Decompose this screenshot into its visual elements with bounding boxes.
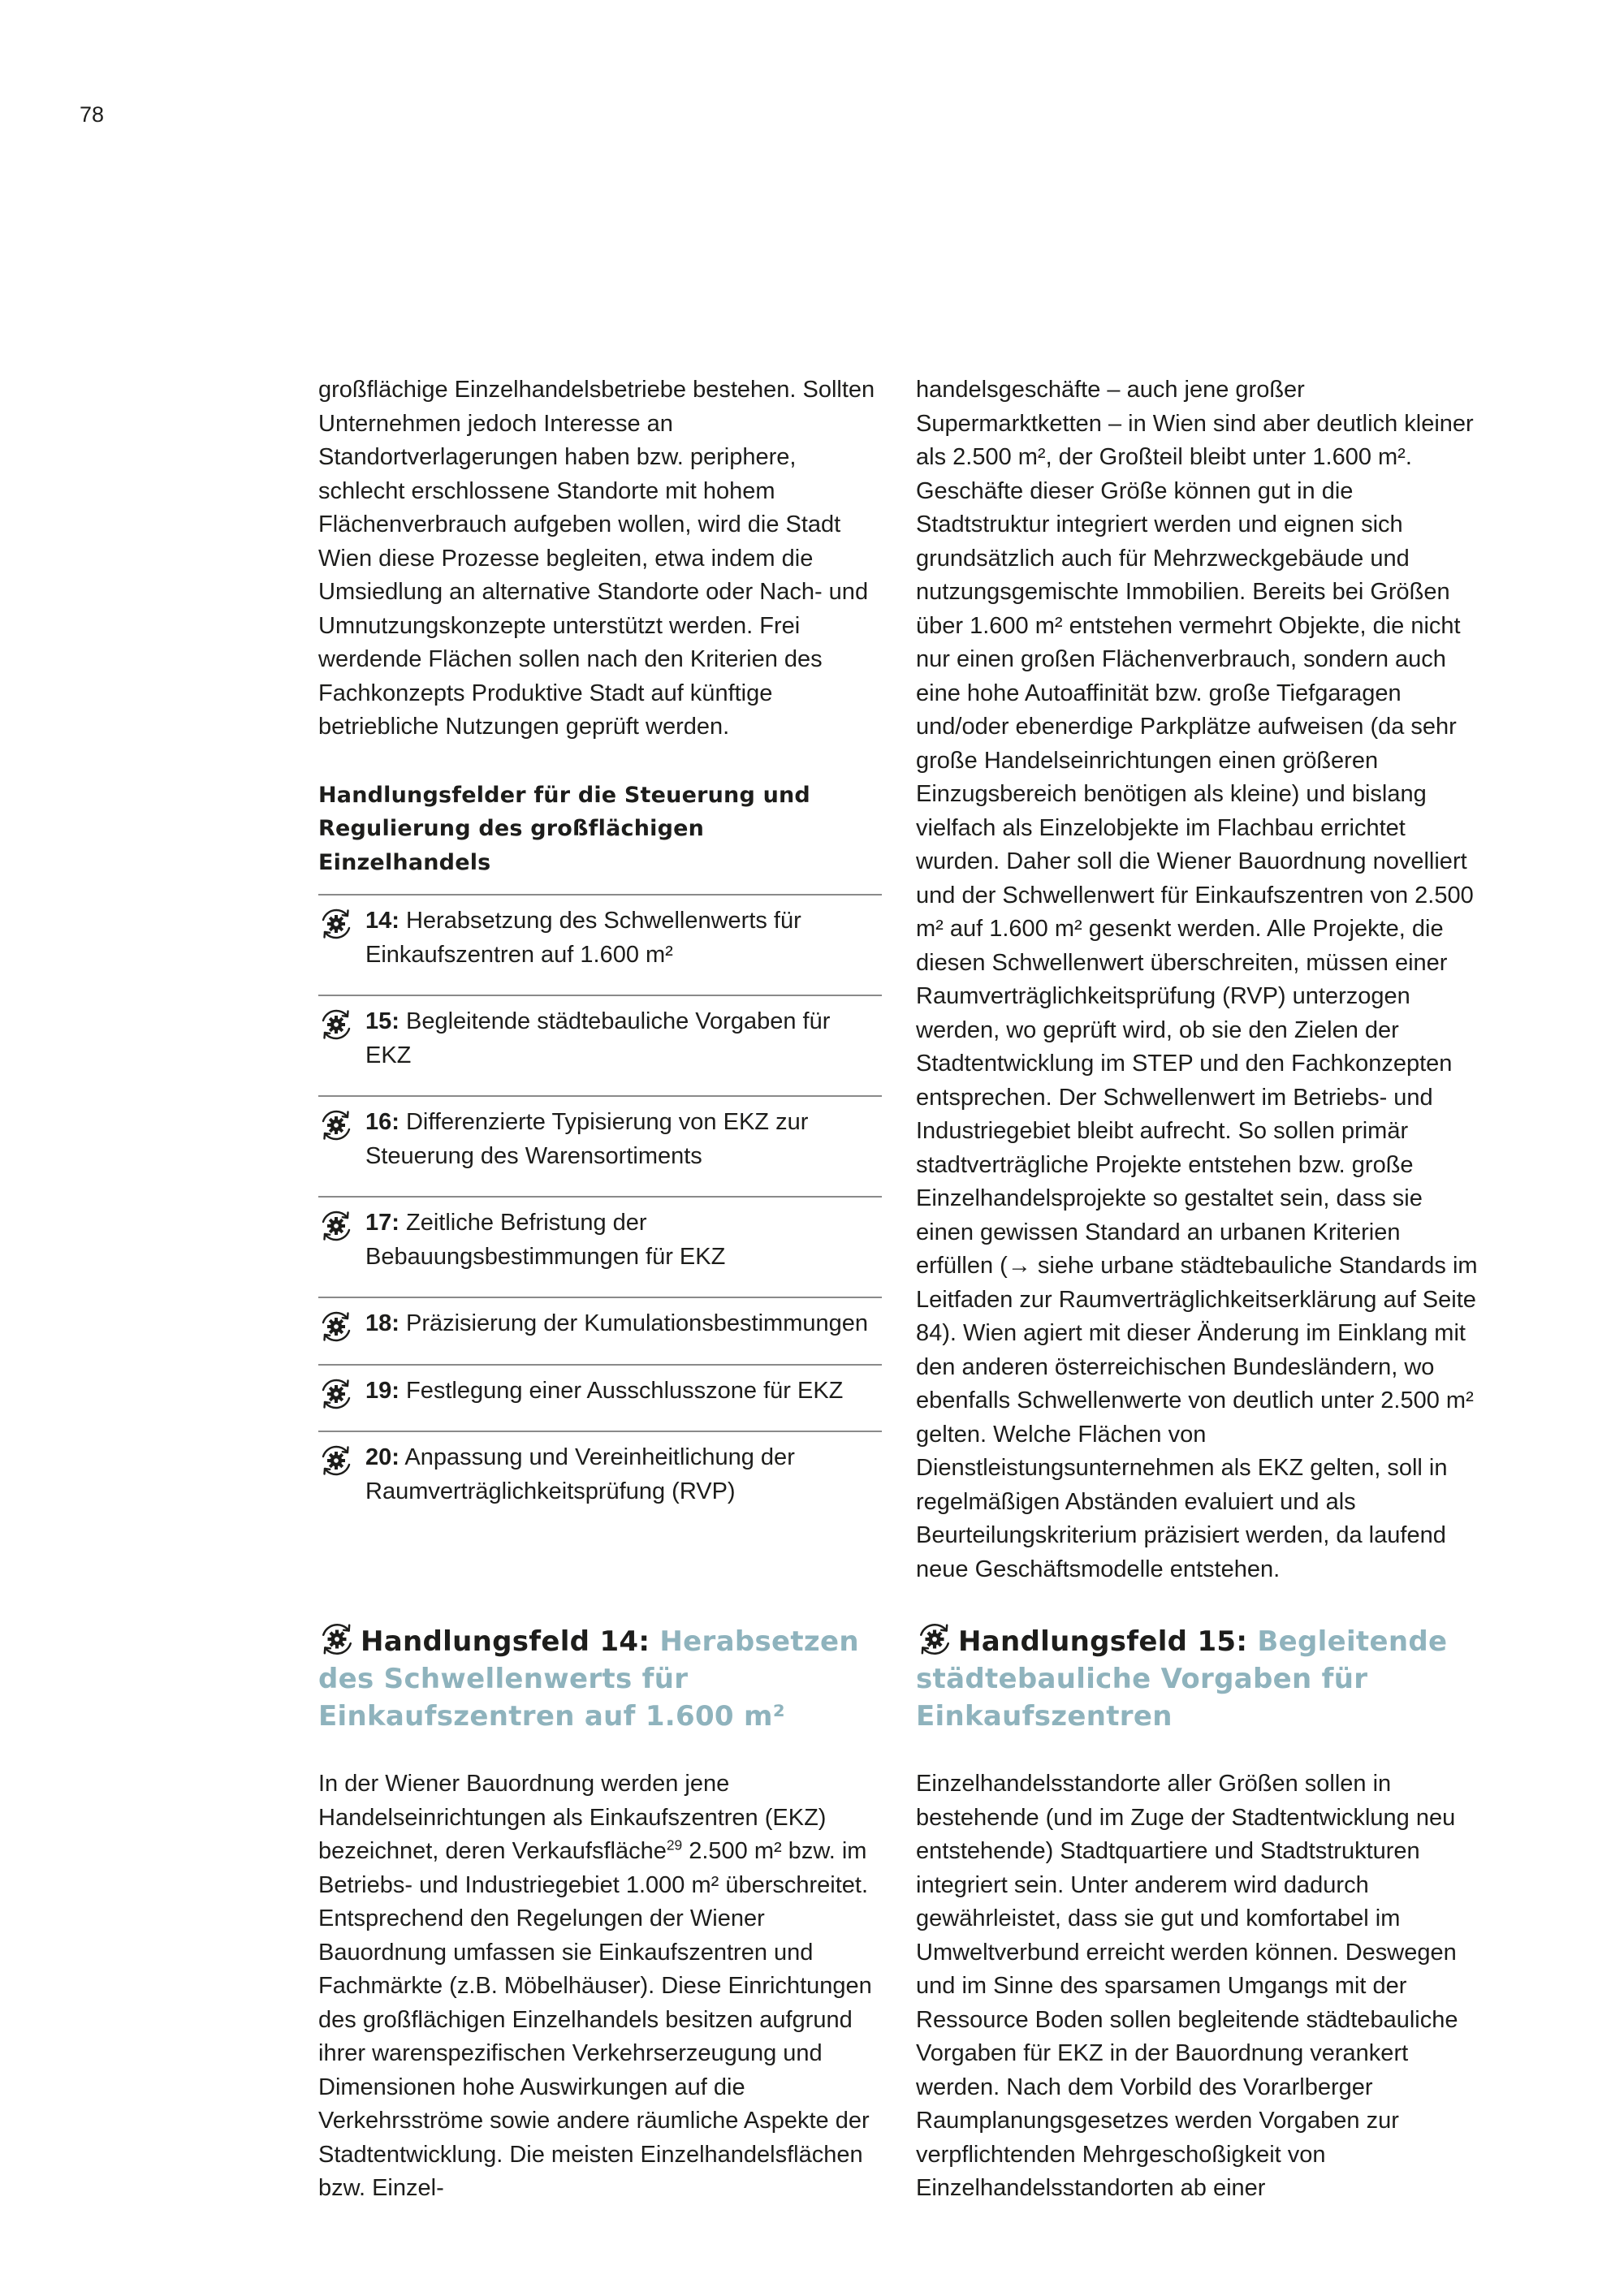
gear-cycle-icon [318, 1376, 354, 1412]
section-15-body: Einzelhandelsstandorte aller Größen sollen in bestehende (und im Zuge der Stadtentwicklung neu entstehende) Stadtquartiere und Stadtstrukturen integriert sein. Unter anderem wird dadurch gewährleistet, dass sie gut und komfortabel im Umweltverbund erreicht werden können. Deswegen und im Sinne des sparsamen Umgangs mit der Ressource Boden sollen begleitende städtebauliche Vorgaben für EKZ in der Bauordnung verankert werden. Nach dem Vorbild des Vorarlberger Raumplanungsgesetzes werden Vorgaben zur verpflichtenden Mehrgeschoßigkeit von Einzelhandelsstandorten ab einer [916, 1771, 1458, 2201]
measure-item-20 [318, 1431, 882, 1531]
measure-number: 17: [365, 1210, 400, 1236]
gear-cycle-icon [318, 1107, 354, 1143]
section-handlungsfeld-15 [916, 1621, 1479, 2206]
measure-item-14 [318, 894, 882, 995]
measure-text: Anpassung und Vereinheitlichung der Raumverträglichkeitsprüfung (RVP) [365, 1444, 795, 1504]
gear-cycle-icon [318, 1443, 354, 1478]
section-14-body-start: In der Wiener Bauordnung werden jene Handelseinrichtungen als Einkaufszentren (EKZ) bezeichnet, deren Verkaufsfläche [318, 1771, 827, 1864]
measure-text: Differenzierte Typisierung von EKZ zur Steuerung des Warensortiments [365, 1109, 809, 1169]
measure-number: 19: [365, 1377, 400, 1404]
section-14-body [318, 1767, 882, 2206]
section-15-lead: Handlungsfeld 15: [958, 1625, 1248, 1658]
section-14-heading [318, 1621, 882, 1735]
intro-paragraph: großflächige Einzelhandelsbetriebe bestehen. Sollten Unternehmen jedoch Interesse an Standortverlagerungen haben bzw. periphere, schlecht erschlossene Standorte mit hohem Flächenverbrauch aufgeben wollen, wird die Stadt Wien diese Prozesse begleiten, etwa indem die Umsiedlung an alternative Standorte oder Nach- und Umnutzungskonzepte unterstützt werden. Frei werdende Flächen sollen nach den Kriterien des Fachkonzepts Produktive Stadt auf künftige betriebliche Nutzungen geprüft werden. [318, 377, 875, 740]
section-14-lead: Handlungsfeld 14: [361, 1625, 650, 1658]
gear-cycle-icon [318, 1007, 354, 1042]
gear-cycle-icon [318, 1309, 354, 1344]
measure-item-17 [318, 1196, 882, 1297]
page-number: 78 [80, 102, 105, 127]
right-column-paragraph: handelsgeschäfte – auch jene großer Supermarktketten – in Wien sind aber deutlich kleiner als 2.500 m², der Großteil bleibt unter 1.600 m². Geschäfte dieser Größe können gut in die Stadtstruktur integriert werden und eignen sich grundsätzlich auch für Mehrzweckgebäude und nutzungsgemischte Immobilien. Bereits bei Größen über 1.600 m² entstehen vermehrt Objekte, die nicht nur einen großen Flächenverbrauch, sondern auch eine hohe Autoaffinität bzw. große Tiefgaragen und/oder ebenerdige Parkplätze aufweisen (da sehr große Handelseinrichtungen einen größeren Einzugsbereich benötigen als kleine) und bislang vielfach als Einzelobjekte im Flachbau errichtet wurden. Daher soll die Wiener Bauordnung novelliert und der Schwellenwert für Einkaufszentren von 2.500 m² auf 1.600 m² gesenkt werden. Alle Projekte, die diesen Schwellenwert überschreiten, müssen einer Raumverträglichkeitsprüfung (RVP) unterzogen werden, wo geprüft wird, ob sie den Zielen der Stadtentwicklung im STEP und den Fachkonzepten entsprechen. Der Schwellenwert im Betriebs- und Industriegebiet bleibt aufrecht. So sollen primär stadtverträgliche Projekte entstehen bzw. große Einzelhandelsprojekte so gestaltet sein, dass sie einen gewissen Standard an urbanen Kriterien erfüllen (→ siehe urbane städtebauliche Standards im Leitfaden zur Raumverträglichkeitserklärung auf Seite 84). Wien agiert mit dieser Änderung im Einklang mit den anderen österreichischen Bundesländern, wo ebenfalls Schwellenwerte von deutlich unter 2.500 m² gelten. Welche Flächen von Dienstleistungsunternehmen als EKZ gelten, soll in regelmäßigen Abständen evaluiert und als Beurteilungskriterium präzisiert werden, da laufend neue Geschäftsmodelle entstehen. [916, 377, 1478, 1582]
section-handlungsfeld-14 [318, 1621, 882, 2206]
right-column [916, 373, 1479, 1586]
measure-text: Präzisierung der Kumulationsbestimmungen [399, 1310, 868, 1336]
gear-cycle-icon [318, 906, 354, 942]
gear-cycle-icon [318, 1621, 356, 1658]
footnote-ref: 29 [666, 1836, 683, 1854]
measure-text: Festlegung einer Ausschlusszone für EKZ [399, 1377, 844, 1404]
measure-number: 15: [365, 1008, 400, 1034]
gear-cycle-icon [318, 1208, 354, 1244]
measure-text: Zeitliche Befristung der Bebauungsbestimmungen für EKZ [365, 1210, 726, 1270]
measure-text: Begleitende städtebauliche Vorgaben für EKZ [365, 1008, 831, 1068]
measure-text: Herabsetzung des Schwellenwerts für Einkaufszentren auf 1.600 m² [365, 908, 801, 968]
measure-item-15 [318, 995, 882, 1095]
measure-item-19 [318, 1364, 882, 1431]
section-15-title: Begleitende städtebauliche Vorgaben für Einkaufszentren [916, 1625, 1448, 1733]
left-column [318, 373, 882, 1531]
measure-number: 20: [365, 1444, 400, 1470]
measure-number: 18: [365, 1310, 400, 1336]
section-14-title: Herabsetzen des Schwellenwerts für Einkaufszentren auf 1.600 m² [318, 1625, 859, 1733]
measure-item-18 [318, 1297, 882, 1364]
gear-cycle-icon [916, 1621, 953, 1658]
measures-heading: Handlungsfelder für die Steuerung und Regulierung des großflächigen Einzelhandels [318, 782, 810, 875]
section-15-heading [916, 1621, 1479, 1735]
measures-list [318, 894, 882, 1531]
measure-number: 14: [365, 908, 400, 934]
measure-item-16 [318, 1095, 882, 1196]
section-14-body-end: 2.500 m² bzw. im Betriebs- und Industriegebiet 1.000 m² überschreitet. Entsprechend den Regelungen der Wiener Bauordnung umfassen sie Einkaufszentren und Fachmärkte (z.B. Möbelhäuser). Diese Einrichtungen des großflächigen Einzelhandels besitzen aufgrund ihrer warenspezifischen Verkehrserzeugung und Dimensionen hohe Auswirkungen auf die Verkehrsströme sowie andere räumliche Aspekte der Stadtentwicklung. Die meisten Einzelhandelsflächen bzw. Einzel- [318, 1838, 872, 2201]
measure-number: 16: [365, 1109, 400, 1135]
